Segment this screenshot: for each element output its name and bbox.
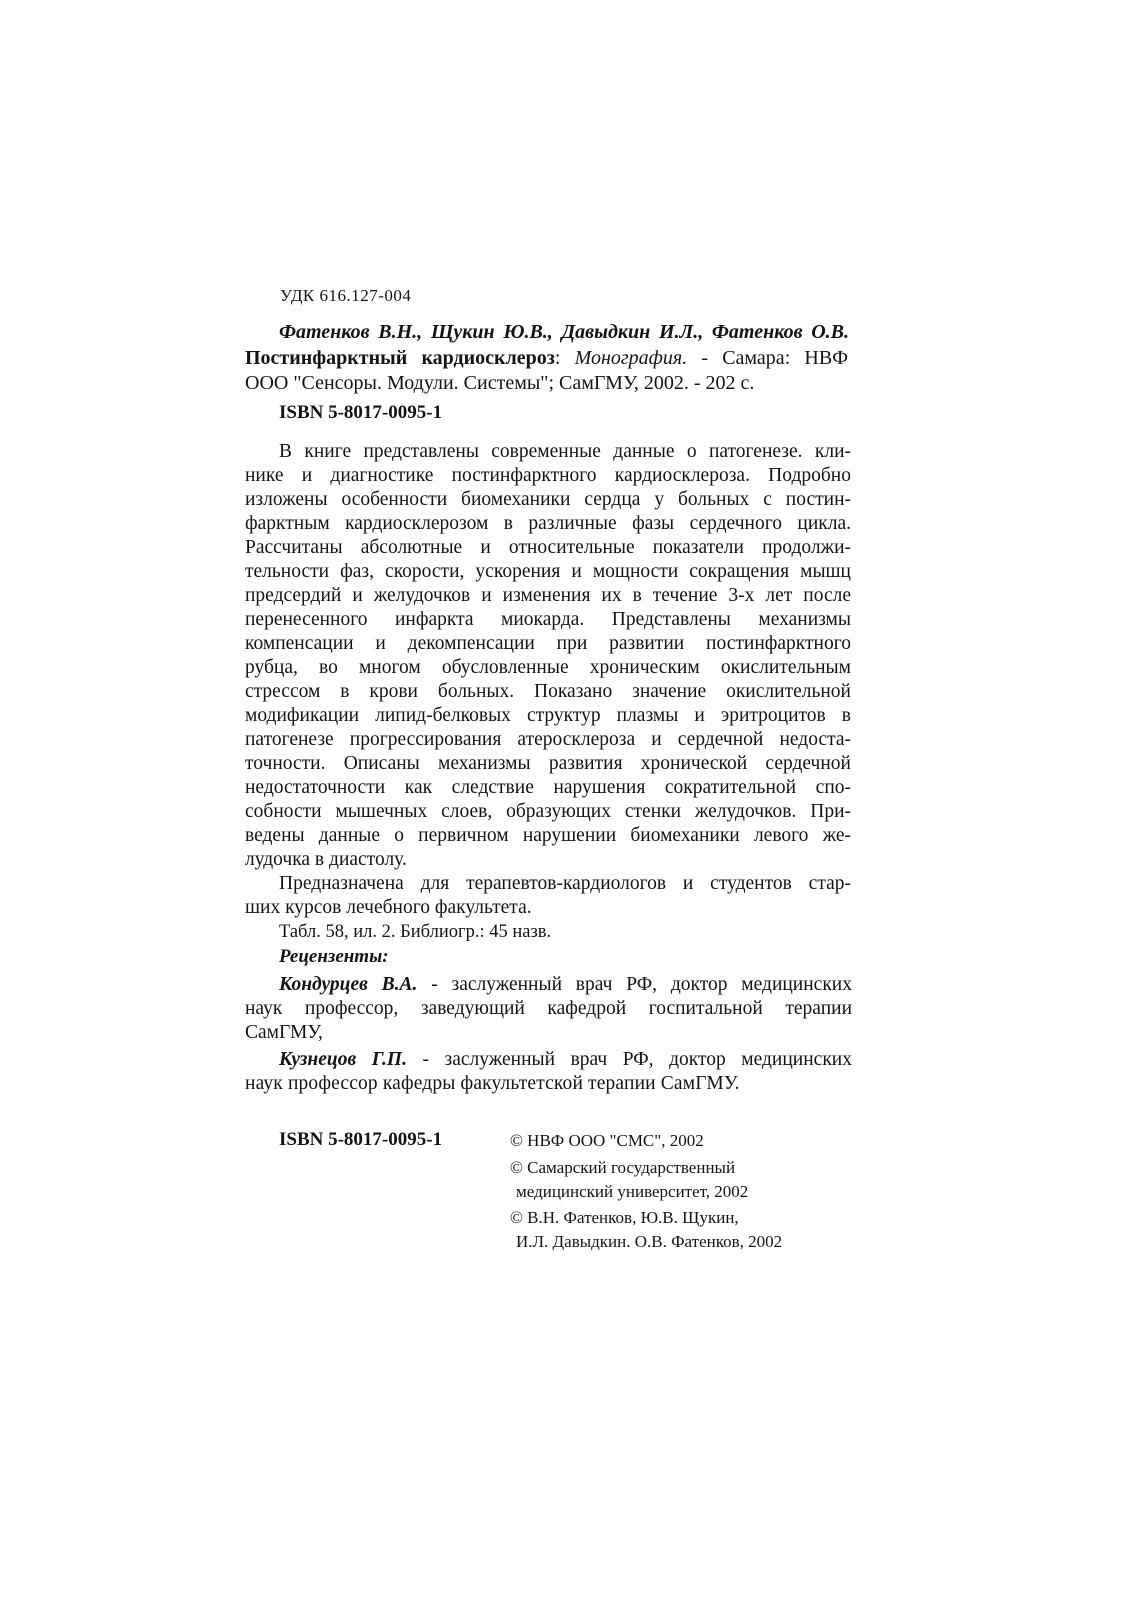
abstract-line: Рассчитаны абсолютные и относительные показатели продолжи-: [245, 537, 851, 558]
abstract-line: компенсации и декомпенсации при развитии постинфарктного: [245, 633, 851, 654]
reviewer-line: СамГМУ,: [245, 1022, 323, 1043]
copyright-line: © Самарский государственный: [510, 1158, 736, 1177]
reviewer-line: наук профессор, заведующий кафедрой госпитальной терапии: [245, 998, 852, 1019]
abstract-line: собности мышечных слоев, образующих стенки желудочков. При-: [245, 801, 851, 822]
abstract-line: ведены данные о первичном нарушении биомеханики левого же-: [245, 825, 851, 846]
abstract-line: В книге представлены современные данные о патогенезе. кли-: [279, 441, 851, 462]
abstract-line: нике и диагностике постинфарктного кардиосклероза. Подробно: [245, 465, 851, 486]
abstract-line: точности. Описаны механизмы развития хронической сердечной: [245, 753, 851, 774]
abstract-line: фарктным кардиосклерозом в различные фазы сердечного цикла.: [245, 513, 851, 534]
copyright-line: медицинский университет, 2002: [516, 1182, 749, 1201]
reviewer-title: - заслуженный врач РФ, доктор медицинских: [406, 1049, 852, 1070]
copyright-line: © НВФ ООО "СМС", 2002: [510, 1131, 704, 1150]
copyright-line: И.Л. Давыдкин. О.В. Фатенков, 2002: [516, 1232, 783, 1251]
audience-line: Предназначена для терапевтов-кардиологов и студентов стар-: [279, 873, 851, 894]
publisher-city: - Самара: НВФ: [687, 347, 849, 369]
abstract-line: патогенезе прогрессирования атеросклероза и сердечной недоста-: [245, 729, 851, 750]
authors-line: Фатенков В.Н., Щукин Ю.В., Давыдкин И.Л., Фатенков О.В.: [279, 321, 849, 343]
abstract-line: модификации липид-белковых структур плазмы и эритроцитов в: [245, 705, 851, 726]
reviewer-line: [279, 973, 852, 997]
book-type: Монография.: [574, 347, 688, 369]
abstract-line: предсердий и желудочков и изменения их в течение 3-х лет после: [245, 585, 851, 606]
isbn-top: ISBN 5-8017-0095-1: [279, 402, 443, 423]
isbn-bottom: ISBN 5-8017-0095-1: [279, 1129, 443, 1150]
reviewer-title: - заслуженный врач РФ, доктор медицинских: [417, 974, 852, 995]
reviewer-name: Кондурцев В.А.: [279, 974, 418, 995]
title-separator: :: [554, 347, 575, 369]
reviewer-line: наук профессор кафедры факультетской терапии СамГМУ.: [245, 1073, 740, 1094]
publisher-line: ООО "Сенсоры. Модули. Системы"; СамГМУ, 2002. - 202 с.: [245, 372, 755, 394]
copyright-line: © В.Н. Фатенков, Ю.В. Щукин,: [510, 1208, 739, 1227]
udk-code: УДК 616.127-004: [280, 286, 412, 305]
audience-line: ших курсов лечебного факультета.: [245, 897, 532, 918]
abstract-line: рубца, во многом обусловленные хроническим окислительным: [245, 657, 851, 678]
tables-info: Табл. 58, ил. 2. Библиогр.: 45 назв.: [279, 922, 552, 942]
abstract-line: недостаточности как следствие нарушения сократительной спо-: [245, 777, 851, 798]
reviewer-name: Кузнецов Г.П.: [279, 1049, 407, 1070]
abstract-line: стрессом в крови больных. Показано значение окислительной: [245, 681, 851, 702]
abstract-line: тельности фаз, скорости, ускорения и мощности сокращения мышц: [245, 561, 851, 582]
abstract-line: изложены особенности биомеханики сердца у больных с постин-: [245, 489, 851, 510]
title-line: [245, 346, 848, 370]
reviewer-line: [279, 1048, 852, 1072]
reviewers-heading: Рецензенты:: [279, 946, 389, 967]
abstract-line: лудочка в диастолу.: [245, 849, 407, 870]
book-title: Постинфарктный кардиосклероз: [245, 347, 555, 369]
abstract-line: перенесенного инфаркта миокарда. Представлены механизмы: [245, 609, 851, 630]
